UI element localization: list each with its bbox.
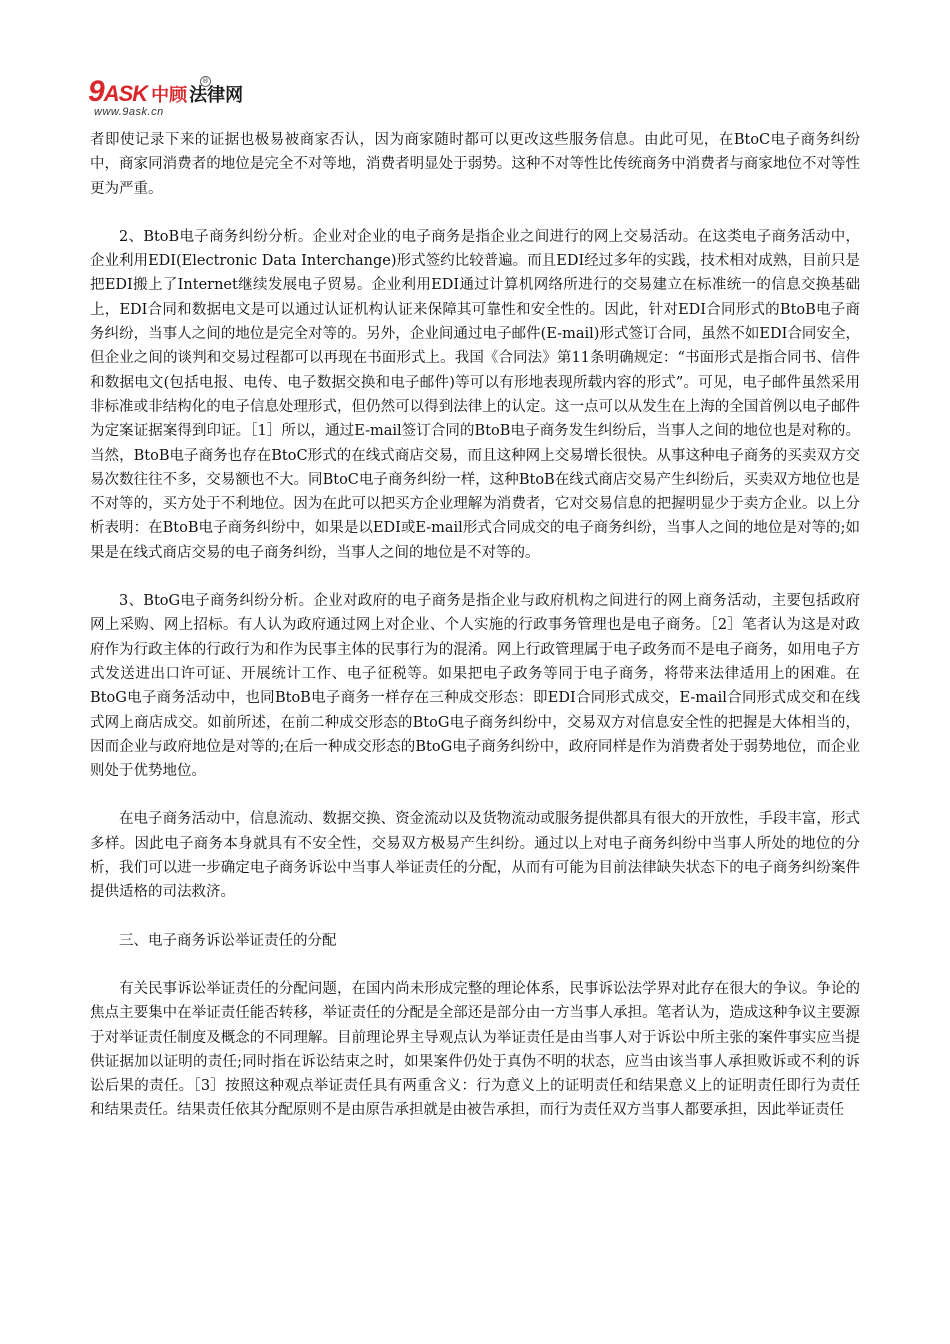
- logo-name-part-a: 中顾: [151, 85, 188, 106]
- paragraph-btog: 3、BtoG电子商务纠纷分析。企业对政府的电子商务是指企业与政府机构之间进行的网上商务活动，主要包括政府网上采购、网上招标。有人认为政府通过网上对企业、个人实施的行政事务管理也是电子商务。［2］笔者认为这是对政府作为行政主体的行政行为和作为民事主体的民事行为的混淆。网上行政管理属于电子政务而不是电子商务，如用电子方式发送进出口许可证、开展统计工作、电子征税等。如果把电子政务等同于电子商务，将带来法律适用上的困难。在BtoG电子商务活动中，也同BtoB电子商务一样存在三种成交形态：即EDI合同形式成交，E-mail合同形式成交和在线式网上商店成交。如前所述，在前二种成交形态的BtoG电子商务纠纷中，交易双方对信息安全性的把握是大体相当的，因而企业与政府地位是对等的;在后一种成交形态的BtoG电子商务纠纷中，政府同样是作为消费者处于弱势地位，而企业则处于优势地位。: [90, 593, 860, 780]
- section-heading: 三、电子商务诉讼举证责任的分配: [119, 932, 337, 949]
- paragraph-btob: 2、BtoB电子商务纠纷分析。企业对企业的电子商务是指企业之间进行的网上交易活动。在这类电子商务活动中，企业利用EDI(Electronic Data Interchange)形式签约比较普遍。而且EDI经过多年的实践，技术相对成熟，目前只是把EDI搬上了Internet继续发展电子贸易。企业利用EDI通过计算机网络所进行的交易建立在标准统一的信息交换基础上，EDI合同和数据电文是可以通过认证机构认证来保障其可靠性和安全性的。因此，针对EDI合同形式的BtoB电子商务纠纷，当事人之间的地位是完全对等的。另外，企业间通过电子邮件(E-mail)形式签订合同，虽然不如EDI合同安全，但企业之间的谈判和交易过程都可以再现在书面形式上。我国《合同法》第11条明确规定：“书面形式是指合同书、信件和数据电文(包括电报、电传、电子数据交换和电子邮件)等可以有形地表现所载内容的形式”。可见，电子邮件虽然采用非标准或非结构化的电子信息处理形式，但仍然可以得到法律上的认定。这一点可以从发生在上海的全国首例以电子邮件为定案证据案得到印证。［1］所以，通过E-mail签订合同的BtoB电子商务发生纠纷后，当事人之间的地位也是对称的。当然，BtoB电子商务也存在BtoC形式的在线式商店交易，而且这种网上交易增长很快。从事这种电子商务的买卖双方交易次数往往不多，交易额也不大。同BtoC电子商务纠纷一样，这种BtoB在线式商店交易产生纠纷后，买卖双方地位也是不对等的，买方处于不利地位。因为在此可以把买方企业理解为消费者，它对交易信息的把握明显少于卖方企业。以上分析表明：在BtoB电子商务纠纷中，如果是以EDI或E-mail形式合同成交的电子商务纠纷，当事人之间的地位是对等的;如果是在线式商店交易的电子商务纠纷，当事人之间的地位是不对等的。: [90, 228, 860, 561]
- paragraph-continuation: 者即使记录下来的证据也极易被商家否认，因为商家随时都可以更改这些服务信息。由此可见，在BtoC电子商务纠纷中，商家同消费者的地位是完全不对等地，消费者明显处于弱势。这种不对等性比传统商务中消费者与商家地位不对等性更为严重。: [90, 132, 860, 197]
- document-body: [90, 128, 860, 1147]
- logo-url: www.9ask.cn: [94, 106, 164, 118]
- registered-mark-icon: ®: [202, 77, 209, 85]
- logo-nine: 9: [88, 75, 104, 108]
- paragraph-summary: 在电子商务活动中，信息流动、数据交换、资金流动以及货物流动或服务提供都具有很大的开放性，手段丰富，形式多样。因此电子商务本身就具有不安全性，交易双方极易产生纠纷。通过以上对电子商务纠纷中当事人所处的地位的分析，我们可以进一步确定电子商务诉讼中当事人举证责任的分配，从而有可能为目前法律缺失状态下的电子商务纠纷案件提供适格的司法救济。: [90, 811, 860, 901]
- logo-ask: ASK: [103, 81, 148, 106]
- logo-wordmark: [88, 76, 243, 108]
- paragraph-burden-of-proof: 有关民事诉讼举证责任的分配问题，在国内尚未形成完整的理论体系，民事诉讼法学界对此存在很大的争议。争论的焦点主要集中在举证责任能否转移，举证责任的分配是全部还是部分由一方当事人承担。笔者认为，造成这种争议主要源于对举证责任制度及概念的不同理解。目前理论界主导观点认为举证责任是由当事人对于诉讼中所主张的案件事实应当提供证据加以证明的责任;同时指在诉讼结束之时，如果案件仍处于真伪不明的状态，应当由该当事人承担败诉或不利的诉讼后果的责任。［3］按照这种观点举证责任具有两重含义：行为意义上的证明责任和结果意义上的证明责任即行为责任和结果责任。结果责任依其分配原则不是由原告承担就是由被告承担，而行为责任双方当事人都要承担，因此举证责任: [90, 980, 860, 1119]
- site-logo[interactable]: [88, 76, 288, 126]
- logo-name-part-b: 法律网: [189, 85, 244, 106]
